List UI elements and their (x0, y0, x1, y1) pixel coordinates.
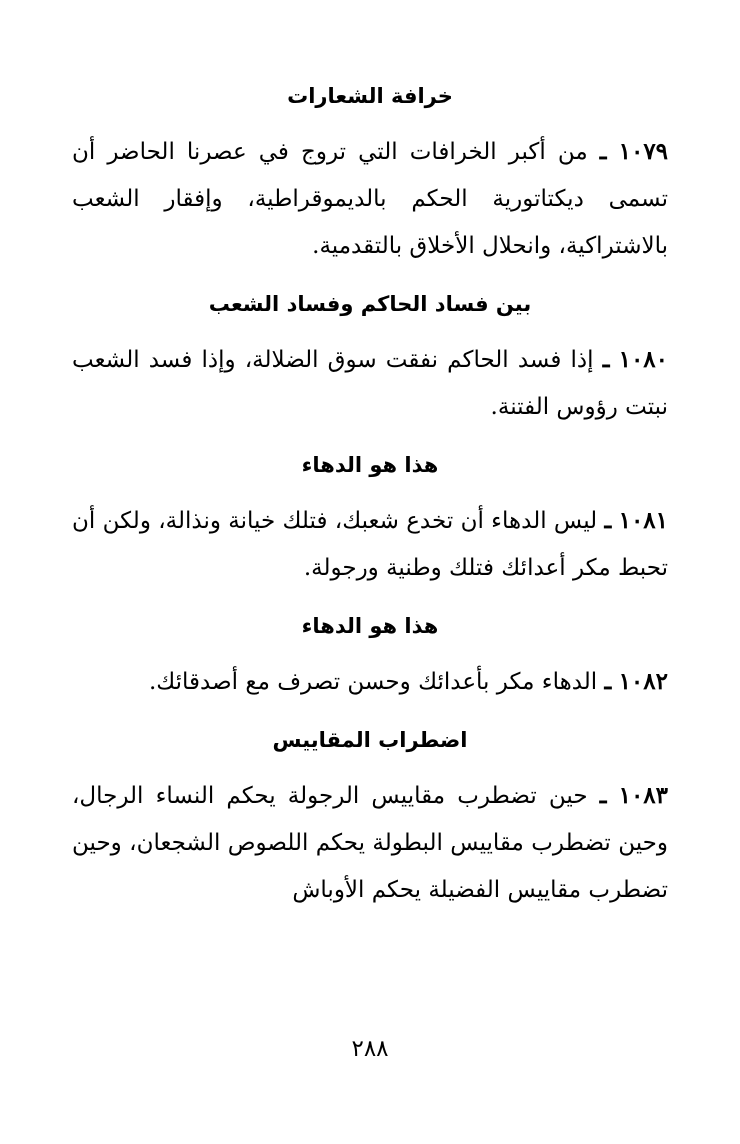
entry-text: من أكبر الخرافات التي تروج في عصرنا الحاضر أن تسمى ديكتاتورية الحكم بالديموقراطية، وإفقار الشعب بالاشتراكية، وانحلال الأخلاق بالتقدمية. (72, 139, 668, 259)
entry-paragraph (72, 128, 668, 270)
entry-dash: ـ (604, 668, 612, 695)
section-heading: بين فساد الحاكم وفساد الشعب (208, 292, 532, 316)
entry-text: إذا فسد الحاكم نفقت سوق الضلالة، وإذا فسد الشعب نبتت رؤوس الفتنة. (72, 347, 668, 420)
entry-number: ١٠٨٠ (618, 346, 669, 373)
section-1082 (72, 608, 668, 706)
entry-paragraph (72, 658, 668, 706)
entry-paragraph (72, 497, 668, 592)
page-number: ٢٨٨ (351, 1036, 389, 1062)
entry-number: ١٠٨٢ (618, 668, 668, 695)
section-heading: اضطراب المقاييس (272, 728, 468, 752)
entry-text: حين تضطرب مقاييس الرجولة يحكم النساء الرجال، وحين تضطرب مقاييس البطولة يحكم اللصوص الشجعان، وحين تضطرب مقاييس الفضيلة يحكم الأوباش (72, 783, 668, 903)
section-1081 (72, 447, 668, 592)
entry-dash: ـ (599, 782, 607, 809)
section-heading: هذا هو الدهاء (301, 453, 439, 477)
section-1079 (72, 78, 668, 270)
entry-paragraph (72, 336, 668, 431)
section-heading: هذا هو الدهاء (301, 614, 439, 638)
entry-dash: ـ (604, 507, 612, 534)
entry-paragraph (72, 772, 668, 914)
entry-dash: ـ (602, 346, 610, 373)
section-1080 (72, 286, 668, 431)
entry-number: ١٠٨١ (618, 507, 669, 534)
entry-text: الدهاء مكر بأعدائك وحسن تصرف مع أصدقائك. (148, 669, 598, 695)
page-content (72, 78, 668, 930)
section-heading: خرافة الشعارات (287, 84, 453, 108)
entry-number: ١٠٧٩ (618, 138, 669, 165)
entry-number: ١٠٨٣ (618, 782, 669, 809)
entry-dash: ـ (599, 138, 607, 165)
section-1083 (72, 722, 668, 914)
entry-text: ليس الدهاء أن تخدع شعبك، فتلك خيانة ونذالة، ولكن أن تحبط مكر أعدائك فتلك وطنية ورجولة. (72, 508, 668, 581)
